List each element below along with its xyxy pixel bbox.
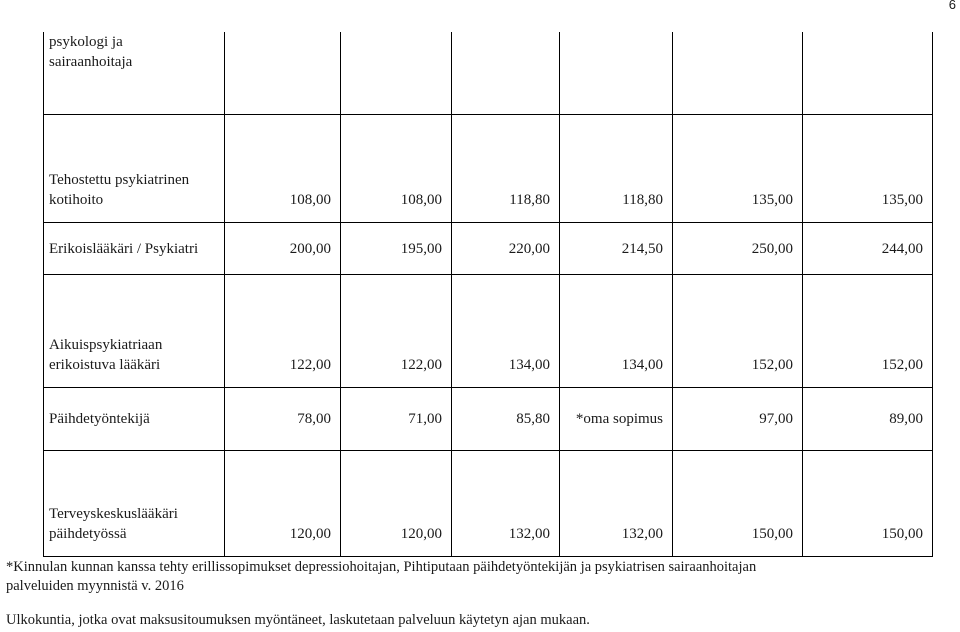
label-line: kotihoito [49, 192, 104, 208]
table-cell [452, 32, 560, 115]
table-row [44, 451, 933, 557]
row-label [44, 275, 225, 388]
table-row [44, 115, 933, 223]
table-cell: 200,00 [225, 223, 341, 275]
table-cell: *oma sopimus [560, 388, 673, 451]
table-cell: 134,00 [560, 275, 673, 388]
table-cell: 89,00 [803, 388, 933, 451]
rates-table [43, 32, 933, 557]
table-cell: 150,00 [803, 451, 933, 557]
table-row [44, 275, 933, 388]
label-line: Tehostettu psykiatrinen [49, 172, 190, 188]
table-cell: 97,00 [673, 388, 803, 451]
table-cell [560, 32, 673, 115]
table-cell: 132,00 [452, 451, 560, 557]
table-cell [225, 32, 341, 115]
table-row [44, 388, 933, 451]
table-cell: 150,00 [673, 451, 803, 557]
label-line: psykologi ja [49, 34, 123, 50]
row-label [44, 451, 225, 557]
row-label [44, 32, 225, 115]
table-cell: 220,00 [452, 223, 560, 275]
label-line: Aikuispsykiatriaan [49, 337, 163, 353]
table-row [44, 223, 933, 275]
footnote-line: *Kinnulan kunnan kanssa tehty erillissopimukset depressiohoitajan, Pihtiputaan päihdetyöntekijän ja psykiatrisen sairaanhoitajan [6, 559, 757, 575]
label-line: Erikoislääkäri / Psykiatri [49, 240, 199, 257]
table-cell: 108,00 [225, 115, 341, 223]
table-cell: 120,00 [341, 451, 452, 557]
table-cell: 118,80 [452, 115, 560, 223]
label-line: sairaanhoitaja [49, 54, 133, 70]
table-cell: 122,00 [341, 275, 452, 388]
table-cell: 244,00 [803, 223, 933, 275]
table-cell: 152,00 [673, 275, 803, 388]
label-line: Terveyskeskuslääkäri [49, 506, 178, 522]
table-cell: 108,00 [341, 115, 452, 223]
table-cell: 135,00 [673, 115, 803, 223]
table-cell: 78,00 [225, 388, 341, 451]
table-cell: 134,00 [452, 275, 560, 388]
table-cell: 214,50 [560, 223, 673, 275]
table-cell: 118,80 [560, 115, 673, 223]
table-row [44, 32, 933, 115]
table-cell: 120,00 [225, 451, 341, 557]
page-number: 6 [948, 0, 956, 12]
table-cell [803, 32, 933, 115]
label-line: päihdetyössä [49, 526, 127, 542]
row-label [44, 388, 225, 451]
table-cell: 71,00 [341, 388, 452, 451]
table-cell [673, 32, 803, 115]
label-line: erikoistuva lääkäri [49, 357, 161, 373]
table-cell: 195,00 [341, 223, 452, 275]
table-cell: 152,00 [803, 275, 933, 388]
footnote-billing: Ulkokuntia, jotka ovat maksusitoumuksen myöntäneet, laskutetaan palveluun käytetyn ajan mukaan. [6, 612, 590, 628]
table-cell: 135,00 [803, 115, 933, 223]
table-cell [341, 32, 452, 115]
footnote-line: palveluiden myynnistä v. 2016 [6, 578, 184, 594]
table-cell: 132,00 [560, 451, 673, 557]
table-cell: 250,00 [673, 223, 803, 275]
label-line: Päihdetyöntekijä [49, 411, 150, 427]
row-label [44, 223, 225, 275]
table-cell: 85,80 [452, 388, 560, 451]
row-label [44, 115, 225, 223]
table-cell: 122,00 [225, 275, 341, 388]
footnote-special-agreements [6, 558, 956, 596]
